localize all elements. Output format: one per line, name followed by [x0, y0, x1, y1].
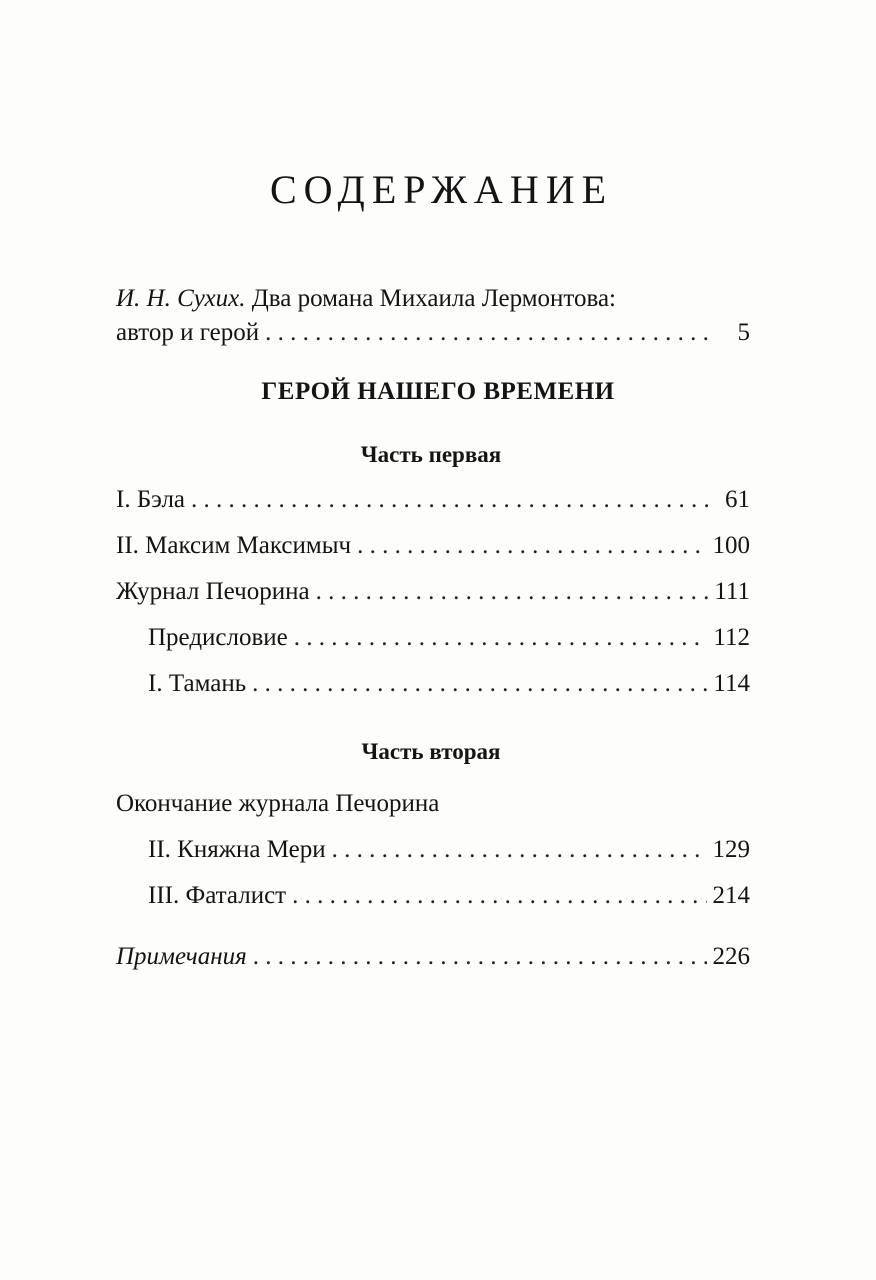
intro-title-part1: Два романа Михаила Лермонтова:: [251, 285, 617, 312]
intro-title-part2: автор и герой: [116, 319, 260, 346]
dot-leader: [253, 940, 707, 974]
toc-entry-label: Примечания: [116, 943, 247, 970]
notes-list: [116, 940, 750, 986]
toc-entry-page: 129: [712, 836, 750, 863]
toc-entry-label: Журнал Печорина: [116, 578, 310, 605]
intro-line-1: [116, 282, 750, 316]
part1-list: [116, 483, 750, 713]
toc-entry-page: 111: [714, 578, 750, 605]
toc-entry-page: 100: [712, 532, 750, 559]
toc-entry-page: 61: [725, 486, 750, 513]
dot-leader: [294, 621, 708, 655]
dot-leader: [191, 483, 712, 517]
toc-entry-label: Предисловие: [148, 624, 288, 651]
toc-section-okonchanie: Окончание журнала Печорина: [116, 790, 440, 817]
toc-entry-bela[interactable]: [116, 483, 750, 529]
toc-entry-taman[interactable]: [116, 667, 750, 713]
page-title: СОДЕРЖАНИЕ: [269, 167, 614, 212]
toc-entry-label: I. Тамань: [148, 670, 247, 697]
part2-heading: Часть вторая: [361, 739, 501, 764]
intro-author: И. Н. Сухих.: [116, 285, 246, 312]
intro-line-2: [116, 316, 750, 350]
dot-leader: [292, 879, 706, 913]
dot-leader: [357, 529, 706, 563]
dot-leader: [252, 667, 707, 701]
toc-entry-page: 112: [713, 624, 750, 651]
dot-leader: [332, 833, 707, 867]
toc-entry-label: I. Бэла: [116, 486, 186, 513]
toc-entry-label: II. Княжна Мери: [148, 836, 326, 863]
toc-entry-predislovie[interactable]: [116, 621, 750, 667]
intro-entry[interactable]: [116, 282, 750, 350]
toc-entry-page: 214: [712, 882, 750, 909]
toc-entry-page: 114: [713, 670, 750, 697]
toc-entry-knyazhna-meri[interactable]: [116, 833, 750, 879]
toc-entry-label: III. Фаталист: [148, 882, 287, 909]
dot-leader: [265, 316, 712, 350]
toc-entry-maksim-maksimych[interactable]: [116, 529, 750, 575]
toc-entry-zhurnal-pechorina[interactable]: [116, 575, 750, 621]
toc-entry-page: 226: [712, 943, 750, 970]
toc-entry-primechaniya[interactable]: [116, 940, 750, 986]
part2-list: [116, 787, 750, 925]
novel-title: ГЕРОЙ НАШЕГО ВРЕМЕНИ: [261, 378, 615, 405]
intro-page-number: 5: [737, 319, 750, 346]
toc-entry-label: II. Максим Максимыч: [116, 532, 352, 559]
toc-entry-fatalist[interactable]: [116, 879, 750, 925]
dot-leader: [316, 575, 709, 609]
part1-heading: Часть первая: [360, 442, 502, 467]
